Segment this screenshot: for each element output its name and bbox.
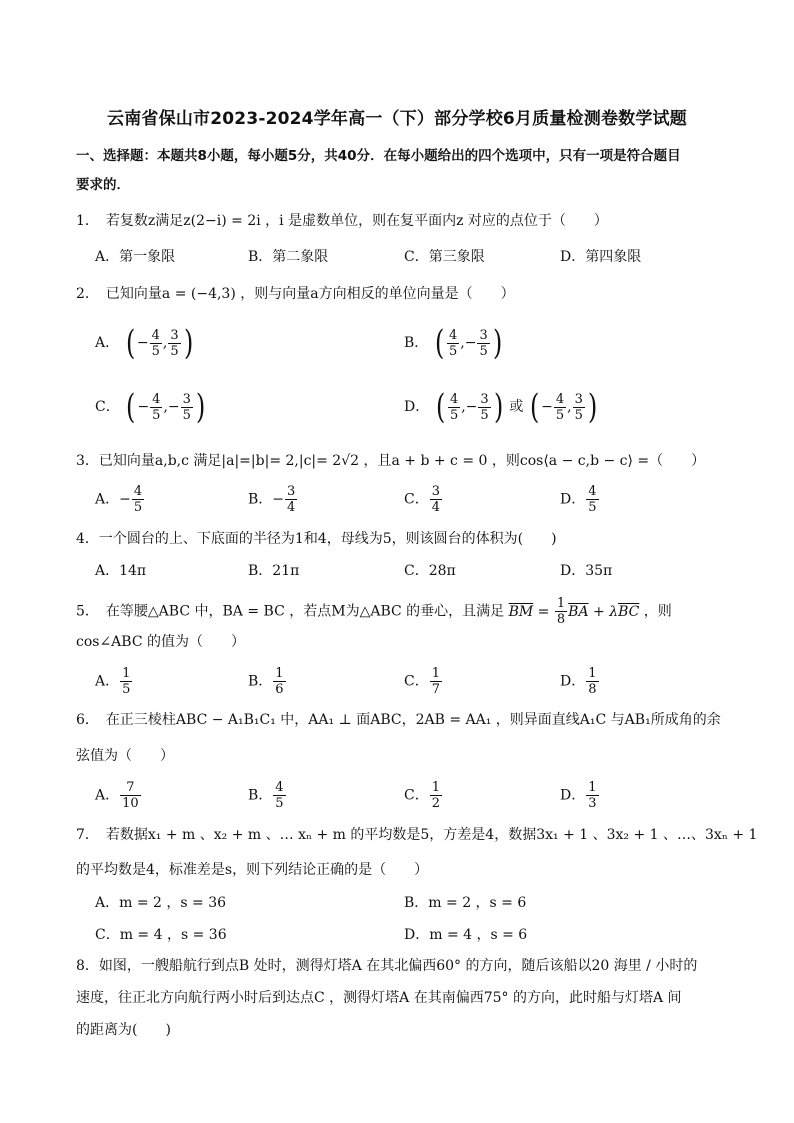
q3-option-d: D． $\frac{4}{5}$ — [560, 484, 597, 515]
q7-option-d: D．m = 4 ，s = 6 — [404, 927, 528, 943]
q8-line2: 速度，往正北方向航行两小时后到达点C ，测得灯塔A 在其南偏西75° 的方向，此时船与灯塔A 间 — [76, 990, 682, 1006]
q2-label-c: C． — [95, 399, 120, 415]
q5-stem-b: ，则 — [643, 603, 672, 620]
q5-stem-a: 5． 在等腰△ABC 中，BA = BC ，若点M为△ABC 的垂心，且满足 — [76, 603, 505, 620]
q3-option-c: C． $\frac{3}{4}$ — [404, 484, 440, 515]
q3-label-a: A． — [95, 491, 120, 508]
q6-option-c: C． $\frac{1}{2}$ — [404, 780, 440, 811]
q7-stem: 7． 若数据x₁ + m 、x₂ + m 、… xₙ + m 的平均数是5，方差是4，数据3x₁ + 1 、3x₂ + 1 、…、3xₙ + 1 — [76, 827, 758, 843]
q1-option-a: A．第一象限 — [95, 249, 176, 265]
q5-label-c: C． — [404, 673, 429, 690]
q1-stem: 1． 若复数z满足z(2−i) = 2i ，i 是虚数单位，则在复平面内z 对应的点位于（ ） — [76, 213, 608, 229]
q5-stem2: cos∠ABC 的值为（ ） — [76, 634, 246, 650]
q6-label-b: B． — [248, 787, 273, 804]
q3-option-b: B．− $\frac{3}{4}$ — [248, 484, 296, 515]
q2-option-c: C． ( − $\frac{4}{5}$ ,− $\frac{3}{5}$ ) — [95, 387, 206, 427]
q5-vector-equation: $\overline{BM}$ = $\frac{1}{8}$ $\overline{BA} + \lambda\overline{BC}$ — [508, 596, 640, 627]
q1-option-c: C．第三象限 — [404, 249, 485, 265]
q4-option-d: D．35π — [560, 563, 613, 579]
q1-option-b: B．第二象限 — [248, 249, 329, 265]
q7-stem2: 的平均数是4，标准差是s，则下列结论正确的是（ ） — [76, 862, 429, 878]
q2-option-b: B． ( $\frac{4}{5}$ ,− $\frac{3}{5}$ ) — [404, 323, 503, 363]
q8-line1: 8．如图，一艘船航行到点B 处时，测得灯塔A 在其北偏西60° 的方向，随后该船以20 海里 / 小时的 — [76, 958, 698, 974]
q2-label-b: B． — [404, 335, 429, 351]
q5-option-a: A． $\frac{1}{5}$ — [95, 666, 131, 697]
q5-option-b: B． $\frac{1}{6}$ — [248, 666, 284, 697]
q7-option-a: A．m = 2 ，s = 36 — [95, 895, 227, 911]
page-title: 云南省保山市2023-2024学年高一（下）部分学校6月质量检测卷数学试题 — [107, 109, 687, 129]
q8-line3: 的距离为( ) — [76, 1022, 171, 1038]
q5-label-a: A． — [95, 673, 120, 690]
q3-label-c: C． — [404, 491, 429, 508]
q5-stem — [76, 596, 726, 627]
section-header-line2: 要求的． — [76, 177, 130, 193]
q5-label-d: D． — [560, 673, 586, 690]
q5-option-d: D． $\frac{1}{8}$ — [560, 666, 597, 697]
q1-option-d: D．第四象限 — [560, 249, 642, 265]
q5-option-c: C． $\frac{1}{7}$ — [404, 666, 440, 697]
q6-label-a: A． — [95, 787, 120, 804]
q2-label-a: A． — [95, 335, 120, 351]
q6-stem2: 弦值为（ ） — [76, 748, 174, 764]
q6-stem: 6． 在正三棱柱ABC − A₁B₁C₁ 中，AA₁ ⊥ 面ABC，2AB = AA₁ ，则异面直线A₁C 与AB₁所成角的余 — [76, 712, 721, 728]
q6-label-c: C． — [404, 787, 429, 804]
section-header-line1: 一、选择题：本题共8小题，每小题5分，共40分．在每小题给出的四个选项中，只有一项是符合题目 — [76, 148, 681, 164]
q4-option-b: B．21π — [248, 563, 300, 579]
q2-option-d: D． ( $\frac{4}{5}$ ,− $\frac{3}{5}$ ) 或 ( − $\frac{4}{5}$ , $\frac{3}{5}$ ) — [404, 387, 598, 427]
q5-label-b: B． — [248, 673, 273, 690]
q4-stem: 4．一个圆台的上、下底面的半径为1和4，母线为5，则该圆台的体积为( ) — [76, 531, 557, 547]
q3-option-a: A．− $\frac{4}{5}$ — [95, 484, 143, 515]
q2-or-text: 或 — [509, 399, 524, 415]
q3-label-d: D． — [560, 491, 586, 508]
q2-option-a: A． ( − $\frac{4}{5}$ , $\frac{3}{5}$ ) — [95, 323, 193, 363]
q2-stem: 2． 已知向量a = (−4,3) ，则与向量a方向相反的单位向量是（ ） — [76, 286, 515, 302]
q6-option-a: A． $\frac{7}{10}$ — [95, 780, 139, 811]
q7-option-b: B．m = 2 ，s = 6 — [404, 895, 527, 911]
q4-option-a: A．14π — [95, 563, 147, 579]
q3-stem: 3．已知向量a,b,c 满足|a|=|b|= 2,|c|= 2√2 ，且a + b + c = 0 ，则cos⟨a − c,b − c⟩ =（ ） — [76, 453, 706, 469]
q6-label-d: D． — [560, 787, 586, 804]
q4-option-c: C．28π — [404, 563, 456, 579]
q2-label-d: D． — [404, 399, 430, 415]
q6-option-d: D． $\frac{1}{3}$ — [560, 780, 597, 811]
q6-option-b: B． $\frac{4}{5}$ — [248, 780, 284, 811]
q7-option-c: C．m = 4 ，s = 36 — [95, 927, 227, 943]
q3-label-b: B． — [248, 491, 273, 508]
